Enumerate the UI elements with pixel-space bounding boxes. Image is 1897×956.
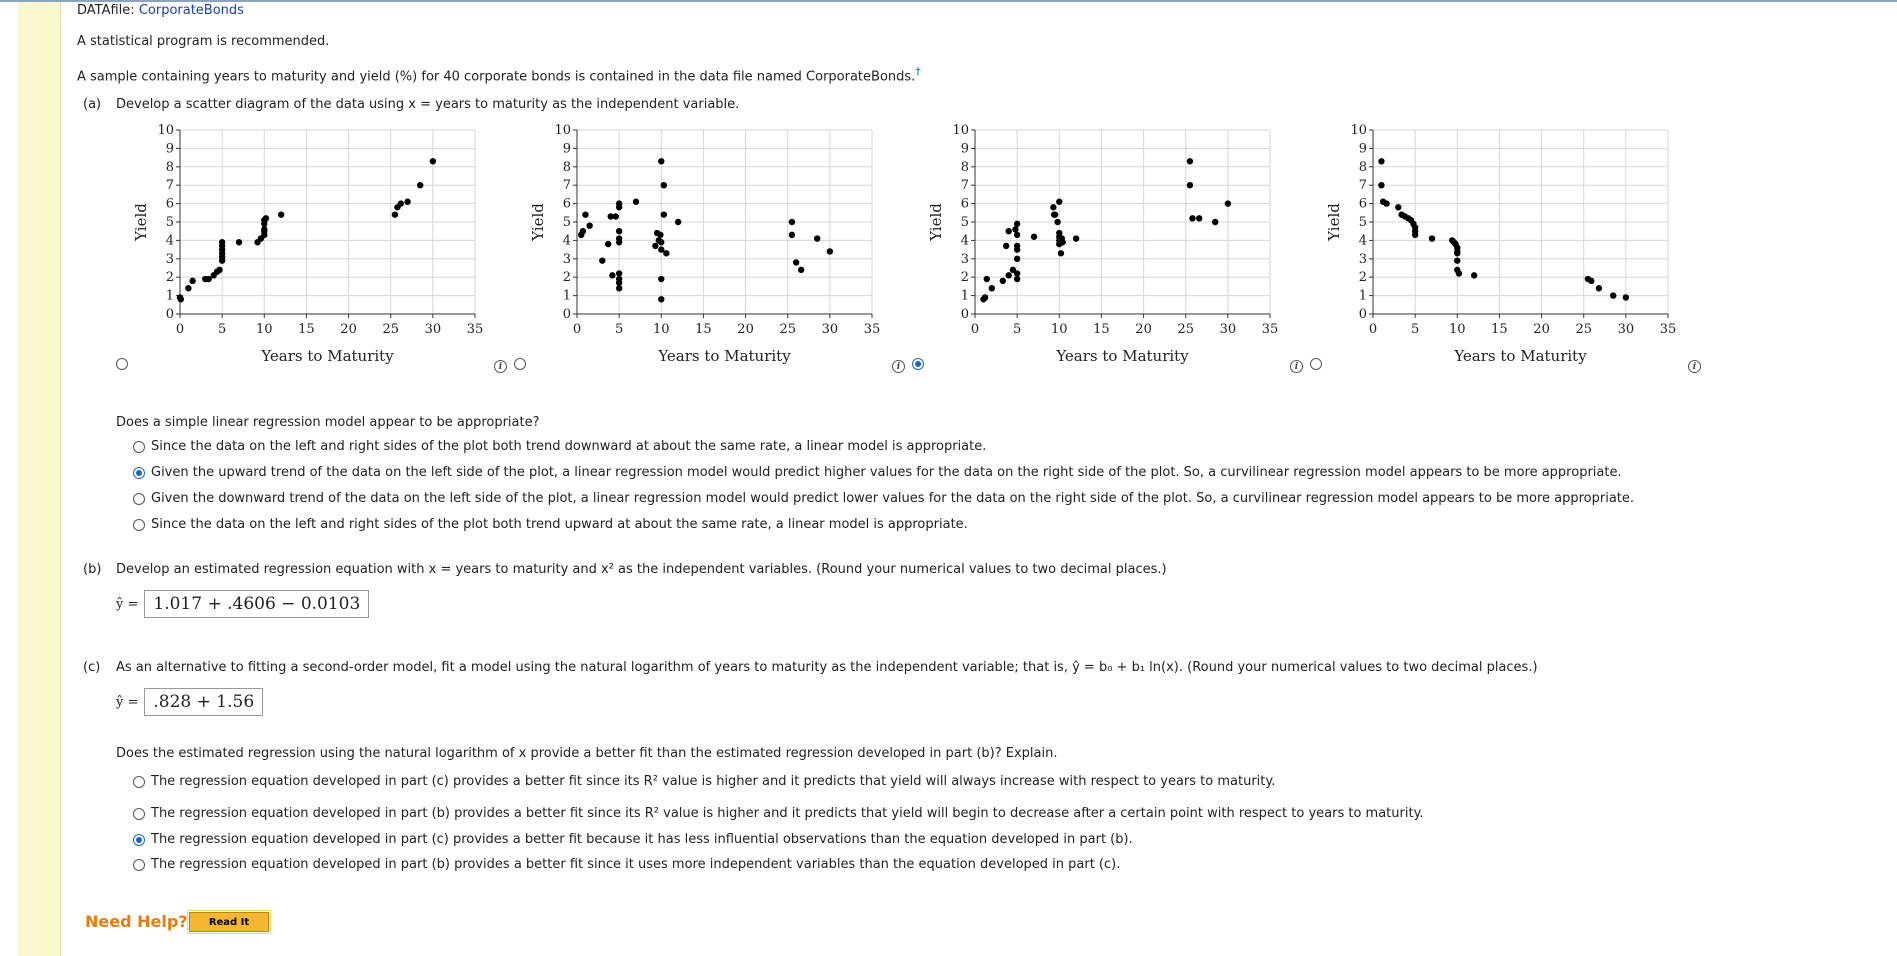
y-tick-label: 7 xyxy=(960,178,969,194)
data-point xyxy=(814,235,820,241)
part-a-prompt: Develop a scatter diagram of the data using x = years to maturity as the independent variable. xyxy=(116,97,740,112)
y-tick-label: 3 xyxy=(562,251,571,267)
graph-3-info-icon[interactable]: i xyxy=(1290,360,1303,373)
data-point xyxy=(1189,215,1195,221)
data-point xyxy=(616,280,622,286)
data-point xyxy=(609,272,615,278)
part-c-question: Does the estimated regression using the natural logarithm of x provide a better fit than the estimated regression developed in part (b)? Explain. xyxy=(116,746,1058,761)
y-tick-label: 7 xyxy=(562,178,571,194)
x-tick-label: 20 xyxy=(1533,322,1550,337)
read-it-button[interactable]: Read It xyxy=(189,912,269,932)
datafile-label: DATAfile: xyxy=(77,3,135,18)
data-point xyxy=(1212,219,1218,225)
data-point xyxy=(1596,285,1602,291)
x-tick-label: 25 xyxy=(1575,322,1592,337)
x-tick-label: 0 xyxy=(572,322,582,337)
part-b-yhat-label: ŷ = xyxy=(116,596,139,612)
y-tick-label: 2 xyxy=(562,270,571,286)
data-point xyxy=(1378,182,1384,188)
data-point xyxy=(1196,215,1202,221)
part-a-option-radio[interactable] xyxy=(133,441,145,453)
part-c-yhat-label: ŷ = xyxy=(116,694,139,710)
part-a-option[interactable] xyxy=(133,465,1622,480)
data-point xyxy=(613,213,619,219)
data-point xyxy=(984,276,990,282)
data-point xyxy=(616,228,622,234)
data-point xyxy=(1003,243,1009,249)
data-point xyxy=(1054,219,1060,225)
x-tick-label: 30 xyxy=(1219,322,1237,337)
part-a-option-label: Given the upward trend of the data on the left side of the plot, a linear regression model would predict higher values for the data on the right side of the plot. So, a curvilinear regression model appears to be more appropriate. xyxy=(151,465,1622,480)
part-a-option[interactable] xyxy=(133,517,968,532)
part-c-option-label: The regression equation developed in part (c) provides a better fit because it has less influential observations than the equation developed in part (b). xyxy=(151,832,1133,847)
description-line xyxy=(77,65,921,84)
x-tick-label: 35 xyxy=(466,322,484,337)
y-tick-label: 0 xyxy=(1358,307,1367,322)
part-b-answer-field[interactable]: 1.017 + .4606 − 0.0103 xyxy=(144,590,369,618)
data-point xyxy=(1623,294,1629,300)
y-tick-label: 8 xyxy=(960,159,969,175)
scatter-plot-1 xyxy=(120,118,500,378)
y-tick-label: 5 xyxy=(562,215,571,230)
x-tick-label: 25 xyxy=(382,322,399,337)
y-tick-label: 2 xyxy=(165,270,174,286)
y-tick-label: 1 xyxy=(165,288,174,304)
data-point xyxy=(404,199,410,205)
recommendation-text: A statistical program is recommended. xyxy=(77,34,330,49)
y-tick-label: 4 xyxy=(960,233,969,249)
part-c-prompt: As an alternative to fitting a second-order model, fit a model using the natural logarithm of years to maturity as the independent variable; that is, ŷ = b₀ + b₁ ln(x). (Round your numerical values to two decimal places.) xyxy=(116,660,1538,675)
part-a-option-label: Since the data on the left and right sides of the plot both trend upward at about the same rate, a linear model is appropriate. xyxy=(151,517,968,532)
graph-1-info-icon[interactable]: i xyxy=(494,360,507,373)
part-c-option-label: The regression equation developed in part (b) provides a better fit since it uses more independent variables than the equation developed in part (c). xyxy=(151,857,1121,872)
data-point xyxy=(1395,204,1401,210)
y-tick-label: 10 xyxy=(157,123,174,138)
data-point xyxy=(219,239,225,245)
data-point xyxy=(1058,250,1064,256)
y-tick-label: 2 xyxy=(960,270,969,286)
part-a-question: Does a simple linear regression model appear to be appropriate? xyxy=(116,415,540,430)
y-tick-label: 0 xyxy=(960,307,969,322)
part-c-option-radio[interactable] xyxy=(133,859,145,871)
data-point xyxy=(1225,200,1231,206)
data-point xyxy=(185,285,191,291)
part-b-answer-row xyxy=(116,590,369,618)
data-point xyxy=(1378,158,1384,164)
footnote-dagger[interactable]: † xyxy=(915,65,921,78)
y-tick-label: 10 xyxy=(554,123,571,138)
top-border xyxy=(0,0,1897,2)
part-c-option[interactable] xyxy=(133,774,1275,789)
data-point xyxy=(1610,292,1616,298)
y-tick-label: 9 xyxy=(562,141,571,157)
graph-option-4-radio[interactable] xyxy=(1310,358,1322,370)
y-tick-label: 8 xyxy=(1358,159,1367,175)
part-c-answer-row xyxy=(116,688,263,716)
data-point xyxy=(658,239,664,245)
part-a-option[interactable] xyxy=(133,491,1634,506)
part-c-option[interactable] xyxy=(133,806,1424,821)
data-point xyxy=(1052,211,1058,217)
data-point xyxy=(586,222,592,228)
y-tick-label: 9 xyxy=(1358,141,1367,157)
part-c-option-radio[interactable] xyxy=(133,776,145,788)
part-c-option[interactable] xyxy=(133,832,1133,847)
data-point xyxy=(216,267,222,273)
part-c-option-label: The regression equation developed in part (b) provides a better fit since its R² value is higher and it predicts that yield will begin to decrease after a certain point with respect to years to maturity. xyxy=(151,806,1424,821)
x-tick-label: 5 xyxy=(1411,322,1420,337)
data-point xyxy=(189,278,195,284)
data-point xyxy=(1056,199,1062,205)
data-point xyxy=(1383,200,1389,206)
y-tick-label: 1 xyxy=(1358,288,1367,304)
data-point xyxy=(1073,235,1079,241)
part-a-option-label: Since the data on the left and right sides of the plot both trend downward at about the same rate, a linear model is appropriate. xyxy=(151,439,987,454)
y-tick-label: 6 xyxy=(165,196,174,212)
data-point xyxy=(236,239,242,245)
x-tick-label: 5 xyxy=(1013,322,1022,337)
x-tick-label: 35 xyxy=(1659,322,1677,337)
x-tick-label: 0 xyxy=(970,322,980,337)
data-point xyxy=(1031,234,1037,240)
y-tick-label: 4 xyxy=(165,233,174,249)
data-point xyxy=(1187,158,1193,164)
y-tick-label: 9 xyxy=(165,141,174,157)
x-tick-label: 35 xyxy=(1261,322,1279,337)
y-tick-label: 5 xyxy=(165,215,174,230)
graph-option-3-radio[interactable] xyxy=(912,358,924,370)
part-c-answer-field[interactable]: .828 + 1.56 xyxy=(144,688,263,716)
x-tick-label: 25 xyxy=(779,322,796,337)
y-tick-label: 5 xyxy=(1358,215,1367,230)
x-tick-label: 20 xyxy=(340,322,357,337)
graph-2-info-icon[interactable]: i xyxy=(892,360,905,373)
left-margin-strip xyxy=(18,2,60,956)
data-point xyxy=(616,285,622,291)
x-tick-label: 30 xyxy=(424,322,442,337)
data-point xyxy=(1014,221,1020,227)
part-b-prompt: Develop an estimated regression equation with x = years to maturity and x² as the independent variables. (Round your numerical values to two decimal places.) xyxy=(116,562,1167,577)
y-tick-label: 10 xyxy=(1350,123,1367,138)
x-tick-label: 35 xyxy=(863,322,881,337)
y-tick-label: 7 xyxy=(165,178,174,194)
data-point xyxy=(789,219,795,225)
graph-option-2-radio[interactable] xyxy=(514,358,526,370)
y-axis-label: Yield xyxy=(927,203,945,241)
part-b-label: (b) xyxy=(83,562,102,577)
x-tick-label: 15 xyxy=(298,322,315,337)
x-tick-label: 30 xyxy=(1617,322,1635,337)
x-axis-label: Years to Maturity xyxy=(261,347,394,365)
data-point xyxy=(827,248,833,254)
data-point xyxy=(263,215,269,221)
x-tick-label: 5 xyxy=(218,322,227,337)
y-tick-label: 3 xyxy=(165,251,174,267)
left-margin-edge xyxy=(60,2,61,956)
x-tick-label: 10 xyxy=(653,322,670,337)
data-point xyxy=(793,259,799,265)
datafile-line xyxy=(77,3,244,18)
x-tick-label: 0 xyxy=(175,322,185,337)
x-tick-label: 20 xyxy=(1135,322,1152,337)
y-tick-label: 10 xyxy=(952,123,969,138)
data-point xyxy=(658,296,664,302)
x-tick-label: 15 xyxy=(1491,322,1508,337)
data-point xyxy=(430,158,436,164)
y-tick-label: 3 xyxy=(960,251,969,267)
x-axis-label: Years to Maturity xyxy=(1454,347,1587,365)
y-tick-label: 0 xyxy=(562,307,571,322)
data-point xyxy=(417,182,423,188)
x-tick-label: 15 xyxy=(1093,322,1110,337)
need-help-label: Need Help? xyxy=(85,912,188,931)
x-axis-label: Years to Maturity xyxy=(658,347,791,365)
data-point xyxy=(582,211,588,217)
data-point xyxy=(1014,256,1020,262)
data-point xyxy=(616,239,622,245)
scatter-plot-3 xyxy=(915,118,1295,378)
y-tick-label: 1 xyxy=(562,288,571,304)
y-tick-label: 0 xyxy=(165,307,174,322)
data-point xyxy=(616,204,622,210)
x-tick-label: 15 xyxy=(695,322,712,337)
y-tick-label: 8 xyxy=(165,159,174,175)
data-point xyxy=(599,257,605,263)
data-point xyxy=(1454,250,1460,256)
x-tick-label: 20 xyxy=(737,322,754,337)
part-c-option-radio[interactable] xyxy=(133,834,145,846)
part-c-label: (c) xyxy=(83,660,101,675)
graph-option-1-radio[interactable] xyxy=(116,358,128,370)
scatter-plot-2 xyxy=(517,118,897,378)
data-point xyxy=(661,182,667,188)
data-point xyxy=(392,211,398,217)
y-tick-label: 2 xyxy=(1358,270,1367,286)
datafile-link[interactable]: CorporateBonds xyxy=(138,3,244,18)
y-tick-label: 3 xyxy=(1358,251,1367,267)
data-point xyxy=(798,267,804,273)
data-point xyxy=(1012,226,1018,232)
x-tick-label: 25 xyxy=(1177,322,1194,337)
part-c-option[interactable] xyxy=(133,857,1120,872)
data-point xyxy=(1050,204,1056,210)
data-point xyxy=(1187,182,1193,188)
data-point xyxy=(1000,278,1006,284)
part-c-option-label: The regression equation developed in part (c) provides a better fit since its R² value is higher and it predicts that yield will always increase with respect to years to maturity. xyxy=(151,774,1276,789)
data-point xyxy=(982,294,988,300)
y-axis-label: Yield xyxy=(132,203,150,241)
data-point xyxy=(1006,272,1012,278)
part-a-option-radio[interactable] xyxy=(133,493,145,505)
data-point xyxy=(1412,232,1418,238)
data-point xyxy=(789,232,795,238)
y-tick-label: 9 xyxy=(960,141,969,157)
y-tick-label: 8 xyxy=(562,159,571,175)
data-point xyxy=(661,211,667,217)
data-point xyxy=(652,243,658,249)
data-point xyxy=(658,158,664,164)
data-point xyxy=(616,270,622,276)
y-axis-label: Yield xyxy=(529,203,547,241)
part-a-label: (a) xyxy=(83,97,102,112)
part-a-option-radio[interactable] xyxy=(133,519,145,531)
graph-4-info-icon[interactable]: i xyxy=(1688,360,1701,373)
data-point xyxy=(1059,239,1065,245)
scatter-plot-4 xyxy=(1313,118,1693,378)
part-c-option-radio[interactable] xyxy=(133,808,145,820)
y-tick-label: 4 xyxy=(1358,233,1367,249)
data-point xyxy=(1014,246,1020,252)
data-point xyxy=(178,296,184,302)
data-point xyxy=(398,200,404,206)
x-tick-label: 10 xyxy=(1449,322,1466,337)
data-point xyxy=(657,232,663,238)
data-point xyxy=(580,228,586,234)
data-point xyxy=(658,276,664,282)
data-point xyxy=(1429,235,1435,241)
data-point xyxy=(1014,232,1020,238)
data-point xyxy=(1471,272,1477,278)
part-a-option-label: Given the downward trend of the data on the left side of the plot, a linear regression model would predict lower values for the data on the right side of the plot. So, a curvilinear regression model appears to be more appropriate. xyxy=(151,491,1635,506)
y-axis-label: Yield xyxy=(1325,203,1343,241)
data-point xyxy=(1454,257,1460,263)
y-tick-label: 4 xyxy=(562,233,571,249)
x-tick-label: 10 xyxy=(1051,322,1068,337)
data-point xyxy=(989,285,995,291)
data-point xyxy=(663,250,669,256)
y-tick-label: 7 xyxy=(1358,178,1367,194)
x-tick-label: 0 xyxy=(1368,322,1378,337)
data-point xyxy=(675,219,681,225)
y-tick-label: 6 xyxy=(1358,196,1367,212)
x-axis-label: Years to Maturity xyxy=(1056,347,1189,365)
data-point xyxy=(1588,278,1594,284)
data-point xyxy=(278,211,284,217)
x-tick-label: 10 xyxy=(256,322,273,337)
y-tick-label: 5 xyxy=(960,215,969,230)
y-tick-label: 6 xyxy=(562,196,571,212)
part-a-option-radio[interactable] xyxy=(133,467,145,479)
x-tick-label: 5 xyxy=(615,322,624,337)
data-point xyxy=(633,199,639,205)
data-point xyxy=(1456,270,1462,276)
description-text: A sample containing years to maturity and yield (%) for 40 corporate bonds is contained in the data file named CorporateBonds. xyxy=(77,69,916,85)
data-point xyxy=(261,226,267,232)
data-point xyxy=(1014,276,1020,282)
data-point xyxy=(1006,228,1012,234)
data-point xyxy=(1014,270,1020,276)
y-tick-label: 1 xyxy=(960,288,969,304)
x-tick-label: 30 xyxy=(821,322,839,337)
part-a-option[interactable] xyxy=(133,439,986,454)
data-point xyxy=(605,241,611,247)
y-tick-label: 6 xyxy=(960,196,969,212)
